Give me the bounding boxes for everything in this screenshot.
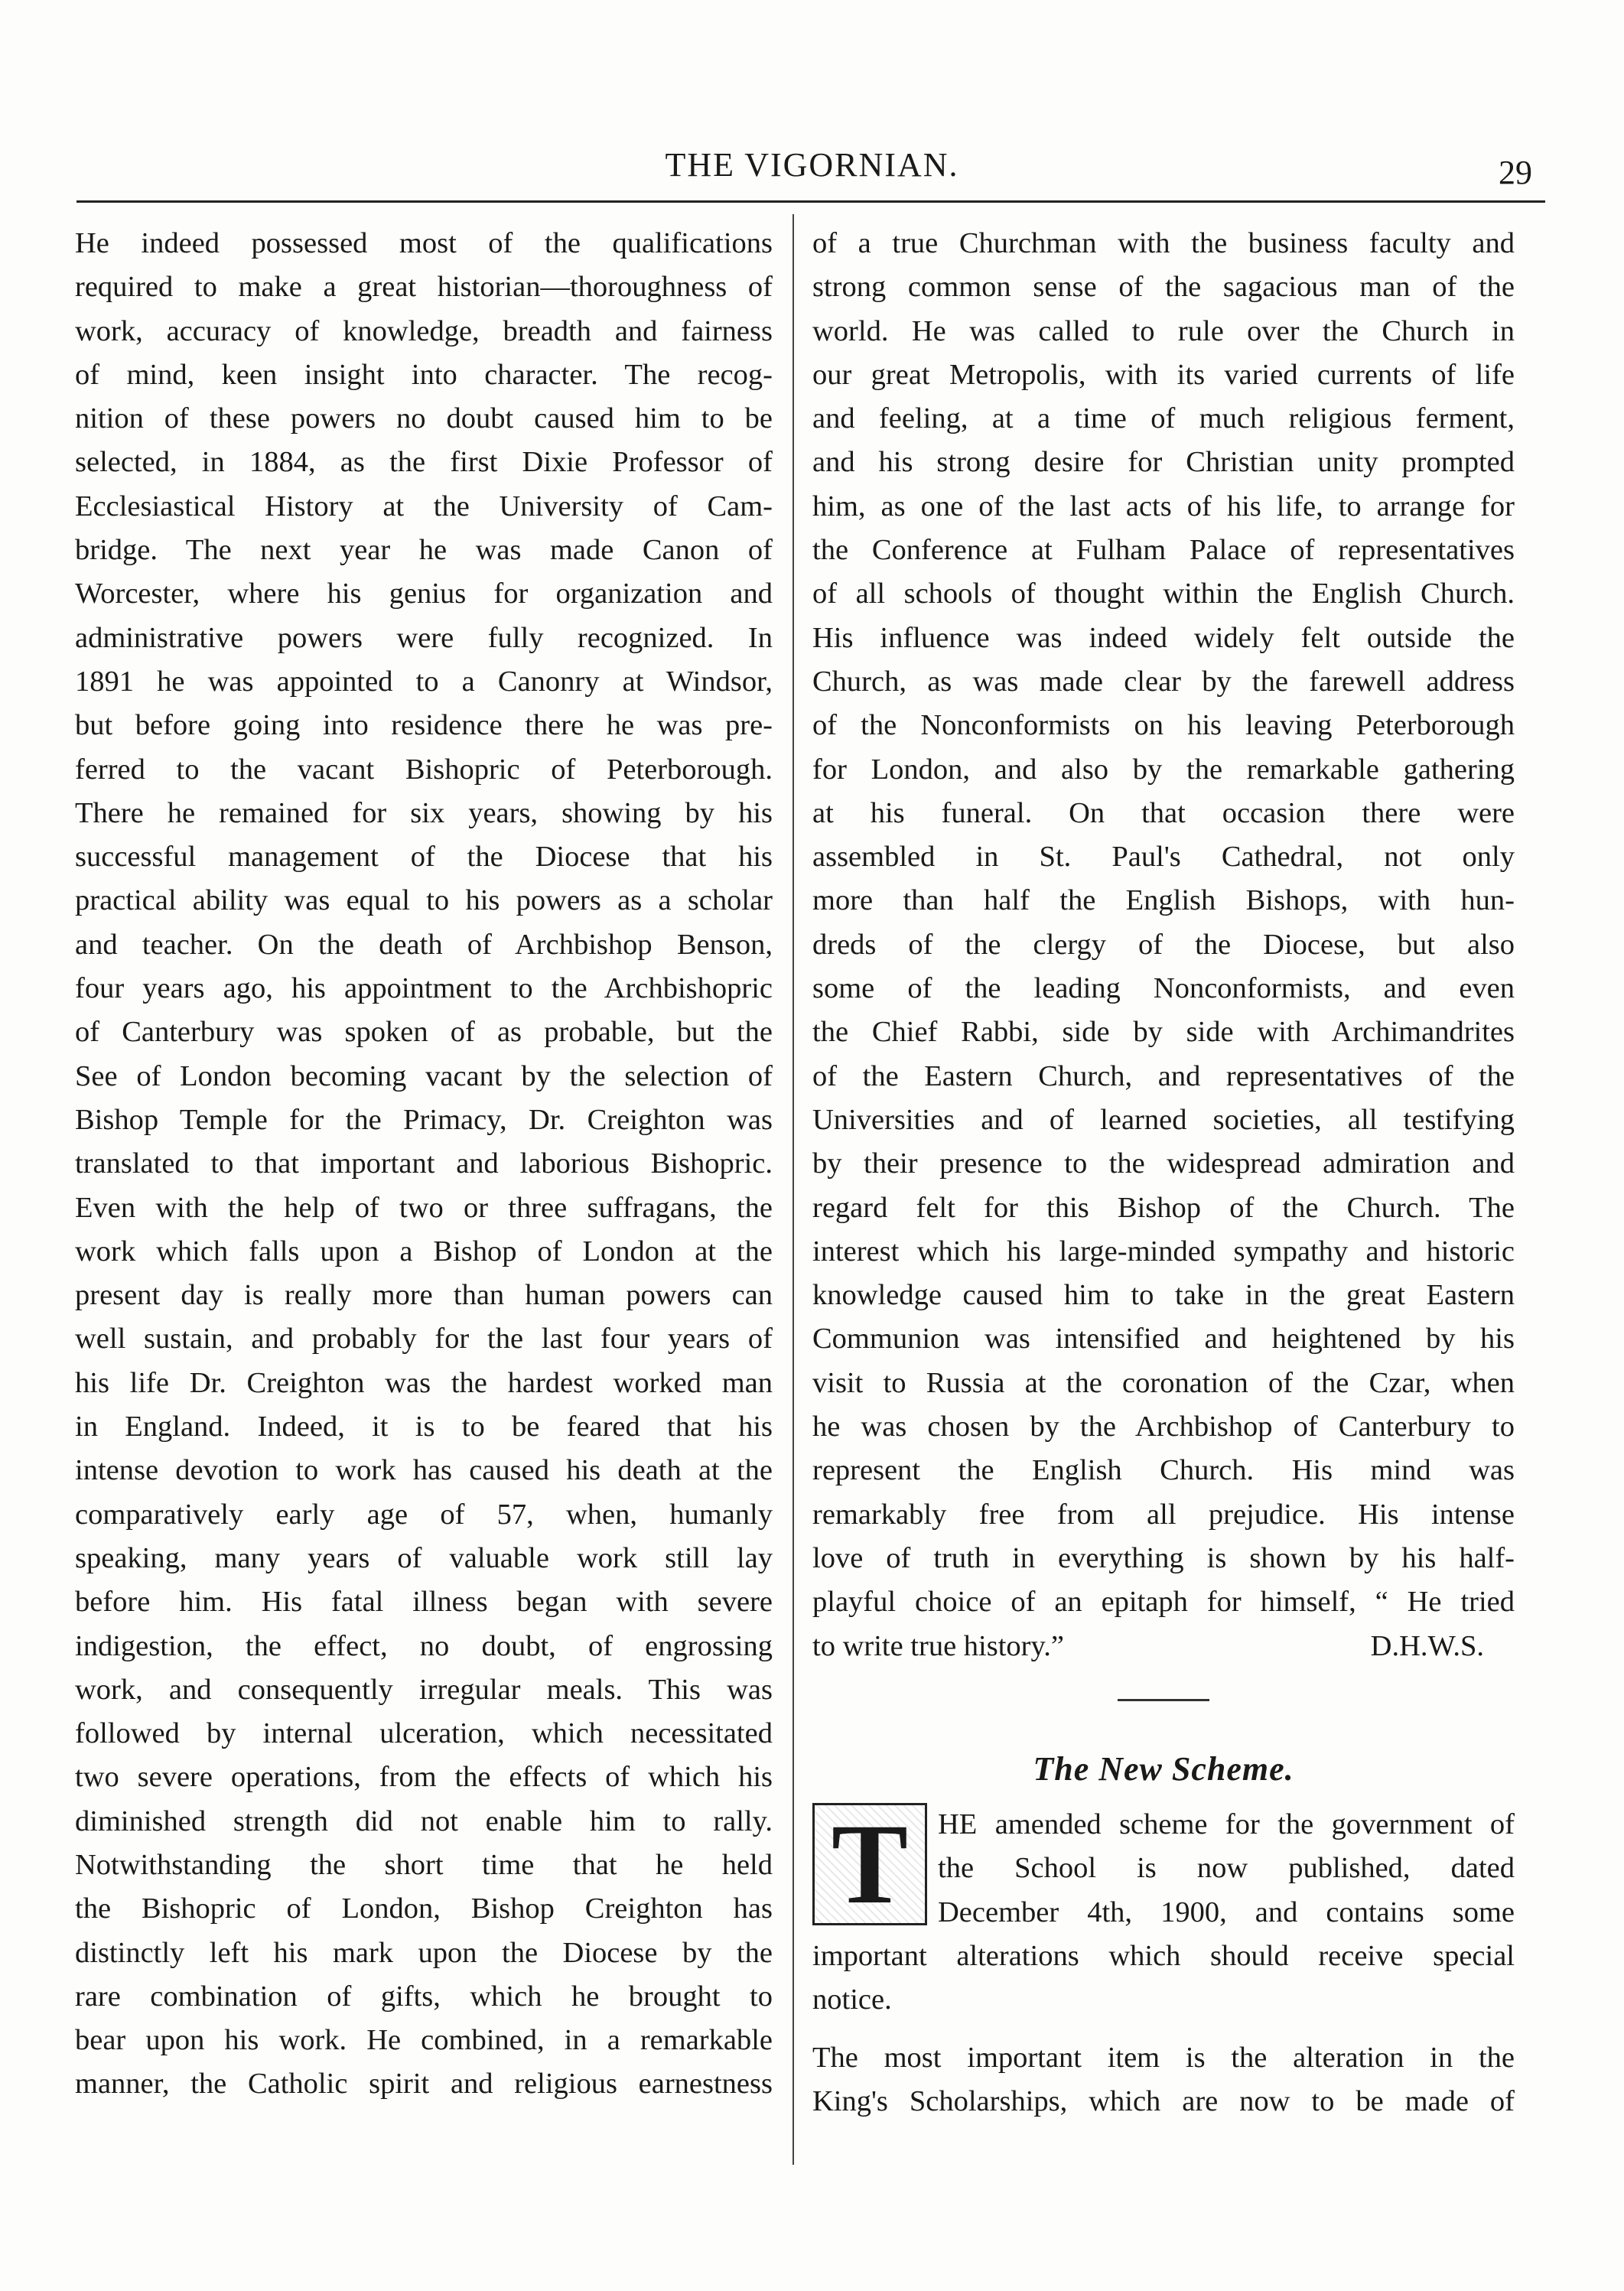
text-line: diminished strength did not enable him to rally. [75,1804,773,1837]
ornamental-drop-cap [812,1801,927,1928]
text-line: Church, as was made clear by the farewell address [812,665,1515,698]
text-line: translated to that important and laborious Bishopric. [75,1147,773,1180]
text-line: of mind, keen insight into character. The recog- [75,358,773,391]
text-line: he was chosen by the Archbishop of Canterbury to [812,1411,1515,1443]
column-divider [792,214,794,2165]
text-line: of the Eastern Church, and representatives of the [812,1059,1515,1092]
text-line: interest which his large-minded sympathy and historic [812,1235,1515,1268]
text-line: our great Metropolis, with its varied currents of life [812,358,1515,391]
text-line: present day is really more than human powers can [75,1279,773,1312]
text-line: work, and consequently irregular meals. This was [75,1673,773,1706]
text-line: followed by internal ulceration, which necessitated [75,1717,773,1750]
paragraph-two [812,2036,1515,2124]
drop-cap-paragraph [812,1803,1515,1935]
text-line: comparatively early age of 57, when, humanly [75,1498,773,1531]
section-separator [1118,1699,1209,1701]
text-line: dreds of the clergy of the Diocese, but also [812,928,1515,961]
text-line: work which falls upon a Bishop of London at the [75,1235,773,1268]
author-signature: D.H.W.S. [1370,1629,1484,1662]
text-line: of Canterbury was spoken of as probable, but the [75,1016,773,1049]
closing-line [812,1625,1515,1668]
text-line: the Conference at Fulham Palace of representatives [812,534,1515,567]
text-line: December 4th, 1900, and contains some [938,1896,1515,1928]
text-line: There he remained for six years, showing by his [75,796,773,829]
header-rule [76,200,1545,203]
text-line: visit to Russia at the coronation of the Czar, when [812,1366,1515,1399]
text-line: selected, in 1884, as the first Dixie Professor of [75,446,773,479]
text-line: 1891 he was appointed to a Canonry at Windsor, [75,665,773,698]
text-line: before him. His fatal illness began with severe [75,1586,773,1619]
text-line: nition of these powers no doubt caused him to be [75,402,773,435]
text-line: The most important item is the alteration in the [812,2041,1515,2074]
text-line: successful management of the Diocese that his [75,841,773,874]
text-line: his life Dr. Creighton was the hardest worked man [75,1366,773,1399]
text-line: See of London becoming vacant by the selection of [75,1059,773,1092]
text-line: work, accuracy of knowledge, breadth and fairness [75,314,773,347]
text-line: but before going into residence there he was pre- [75,709,773,742]
text-line: the School is now published, dated [938,1852,1515,1885]
text-line: two severe operations, from the effects of which his [75,1761,773,1794]
text-line: some of the leading Nonconformists, and even [812,972,1515,1005]
text-line: distinctly left his mark upon the Diocese by the [75,1936,773,1969]
text-line: speaking, many years of valuable work still lay [75,1541,773,1574]
text-line: and feeling, at a time of much religious ferment, [812,402,1515,435]
text-line: intense devotion to work has caused his death at the [75,1454,773,1487]
text-line: practical ability was equal to his powers as a scholar [75,884,773,917]
text-line: knowledge caused him to take in the great Eastern [812,1279,1515,1312]
text-line: important alterations which should receive special [812,1939,1515,1972]
text-line: more than half the English Bishops, with hun- [812,884,1515,917]
text-line: in England. Indeed, it is to be feared that his [75,1411,773,1443]
text-line: Ecclesiastical History at the University of Cam- [75,490,773,522]
closing-quote-text: to write true history.” [812,1629,1064,1662]
text-line: world. He was called to rule over the Church in [812,314,1515,347]
text-line: regard felt for this Bishop of the Church. The [812,1191,1515,1224]
running-title: THE VIGORNIAN. [665,146,959,184]
text-line: of a true Churchman with the business faculty and [812,227,1515,259]
text-line: well sustain, and probably for the last four years of [75,1323,773,1355]
text-line: remarkably free from all prejudice. His intense [812,1498,1515,1531]
text-line: required to make a great historian—thoroughness of [75,271,773,304]
text-line: love of truth in everything is shown by his half- [812,1541,1515,1574]
text-line: bridge. The next year he was made Canon of [75,534,773,567]
page-number: 29 [1499,154,1532,191]
text-line: the Bishopric of London, Bishop Creighton has [75,1892,773,1925]
right-column [812,222,1515,2123]
text-line: Worcester, where his genius for organization and [75,578,773,610]
drop-cap-letter: T [831,1801,909,1928]
text-line: Notwithstanding the short time that he held [75,1848,773,1881]
text-line: Even with the help of two or three suffragans, the [75,1191,773,1224]
text-line: by their presence to the widespread admiration and [812,1147,1515,1180]
text-line: His influence was indeed widely felt outside the [812,621,1515,654]
text-line: HE amended scheme for the government of [938,1808,1515,1841]
text-line: for London, and also by the remarkable gathering [812,753,1515,786]
text-line: King's Scholarships, which are now to be made of [812,2084,1515,2117]
section-heading: The New Scheme. [1033,1749,1294,1788]
text-line: the Chief Rabbi, side by side with Archimandrites [812,1016,1515,1049]
text-line: playful choice of an epitaph for himself, “ He tried [812,1586,1515,1619]
text-line: of all schools of thought within the English Church. [812,578,1515,610]
text-line: manner, the Catholic spirit and religious earnestness [75,2068,773,2101]
text-line: and teacher. On the death of Archbishop Benson, [75,928,773,961]
text-line: rare combination of gifts, which he brought to [75,1980,773,2013]
text-line: at his funeral. On that occasion there were [812,796,1515,829]
text-line: He indeed possessed most of the qualifications [75,227,773,259]
text-line: four years ago, his appointment to the Archbishopric [75,972,773,1005]
text-line: bear upon his work. He combined, in a remarkable [75,2024,773,2057]
drop-cap-lines [938,1803,1515,1935]
text-line: represent the English Church. His mind was [812,1454,1515,1487]
text-line: ferred to the vacant Bishopric of Peterborough. [75,753,773,786]
left-column [75,222,773,2107]
text-line: and his strong desire for Christian unity prompted [812,446,1515,479]
article-continuation [812,222,1515,1625]
paragraph-gap [812,2023,1515,2036]
text-line: Communion was intensified and heightened by his [812,1323,1515,1355]
text-line: him, as one of the last acts of his life, to arrange for [812,490,1515,522]
text-line: assembled in St. Paul's Cathedral, not only [812,841,1515,874]
text-line: indigestion, the effect, no doubt, of engrossing [75,1629,773,1662]
paragraph-one-rest [812,1935,1515,2023]
text-line: of the Nonconformists on his leaving Peterborough [812,709,1515,742]
text-line: Bishop Temple for the Primacy, Dr. Creighton was [75,1103,773,1136]
text-line: notice. [812,1983,892,2016]
text-line: Universities and of learned societies, all testifying [812,1103,1515,1136]
text-line: strong common sense of the sagacious man of the [812,271,1515,304]
text-line: administrative powers were fully recognized. In [75,621,773,654]
